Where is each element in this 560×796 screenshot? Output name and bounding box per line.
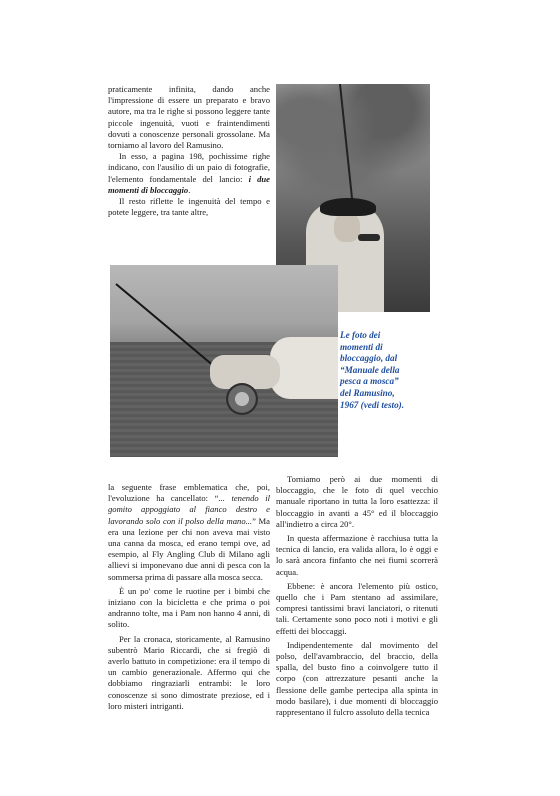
paragraph-text: la seguente frase emblematica che, poi, l'evoluzione ha cancellato: “ xyxy=(108,482,270,504)
caption-line: Le foto dei xyxy=(340,330,381,340)
paragraph: Il resto riflette le ingenuità del tempo e potete leggere, tra tante altre, xyxy=(108,196,270,218)
hand-with-reel-photo xyxy=(110,265,338,457)
right-text-column xyxy=(276,474,438,718)
paragraph xyxy=(108,482,270,583)
caption-line: pesca a mosca” xyxy=(340,376,399,387)
paragraph: Indipendentemente dal movimento del polso, dell'avambraccio, del braccio, della spalla, del busto fino a coinvolgere tutto il corpo (con attrezzature pesanti anche la flessione delle gambe pertecipa alla spinta in modo basilare), i due momenti di bloccaggio rappresentano il fulcro assoluto della tecnica xyxy=(276,639,438,718)
caption-line: “Manuale della xyxy=(340,364,400,375)
paragraph-text: . xyxy=(188,184,191,195)
paragraph: Torniamo però ai due momenti di bloccaggio, che le foto di quel vecchio manuale riportano in tutta la loro esattezza: il bloccaggio in avanti a 45° ed il bloccaggio all'indietro a circa 20°. xyxy=(276,474,438,529)
paragraph: È un po' come le ruotine per i bimbi che iniziano con la bicicletta e che prima o poi andranno tolte, ma i Pam non hanno 4 anni, di solito. xyxy=(108,585,270,630)
paragraph: Ebbene: è ancora l'elemento più ostico, quello che i Pam stentano ad assimilare, compresi tantissimi bravi lanciatori, o ritenuti tali. Certamente sono poco noti i motivi e gli effetti dei bloccaggi. xyxy=(276,580,438,636)
figure-hat xyxy=(320,198,376,216)
top-text-column xyxy=(108,84,270,218)
paragraph: Per la cronaca, storicamente, al Ramusino subentrò Mario Riccardi, che si fregiò di averlo battuto in competizione: era il tempo di un cambio generazionale. Affermo qui che dobbiamo ringraziarli entrambi: le loro conoscenze si sono dimostrate preziose, ed i loro misteri intriganti. xyxy=(108,633,270,711)
caption-line: momenti di xyxy=(340,341,383,352)
caption-line: del Ramusino, xyxy=(340,387,395,398)
caption-line: bloccaggio, dal xyxy=(340,353,398,364)
paragraph: praticamente infinita, dando anche l'impressione di essere un preparato e bravo autore, ma tra le righe si possono leggere tante piccole ingenuità, vuoti e fraintendimenti dovuti a conoscenze personali grossolane. Ma torniamo al lavoro del Ramusino. xyxy=(108,84,270,151)
paragraph: In questa affermazione è racchiusa tutta la tecnica di lancio, era valida allora, lo è oggi e lo sarà ancora finfanto che nei fiumi scorrerà acqua. xyxy=(276,533,438,577)
quote-text: ... tenendo il gomito appoggiato al fianco destro e lavorando solo con il polso della mano... xyxy=(108,493,270,526)
sleeve xyxy=(270,337,338,399)
photo-background xyxy=(276,84,430,209)
emphasis-text: i due momenti di bloccaggio xyxy=(108,173,270,195)
paragraph xyxy=(108,151,270,196)
fly-reel xyxy=(226,383,258,415)
pipe xyxy=(358,234,380,241)
left-text-column xyxy=(108,482,270,712)
caption-line: 1967 (vedi testo). xyxy=(340,399,405,410)
photo-caption xyxy=(340,330,440,411)
paragraph-text: ” Ma era una lezione per chi non aveva mai visto una canna da mosca, ed erano tempi ove, ad esempio, al Fly Angling Club di Milano agli allievi si imponevano due anni di pesca con la sommersa prima di passare alla mosca secca. xyxy=(108,515,270,582)
figure-head xyxy=(334,212,360,242)
paragraph-text: In esso, a pagina 198, pochissime righe indicano, con l'ausilio di un paio di fotografie, l'elemento fondamentale del lancio: xyxy=(108,151,270,184)
